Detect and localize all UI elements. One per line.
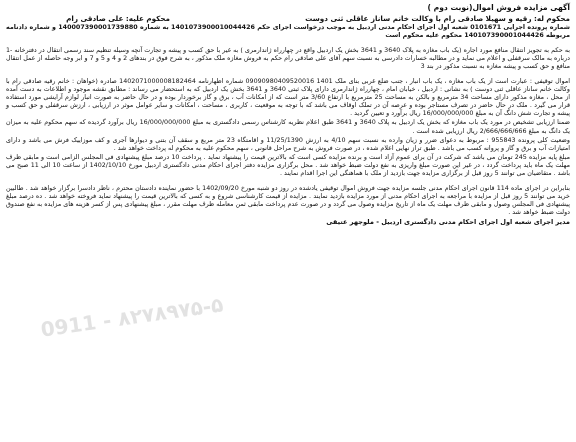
convicted-text: محکوم علیه: علی صادقی رام bbox=[66, 14, 170, 23]
footer-paragraph: بنابراین در اجرای ماده 114 قانون اجرای احکام مدنی جلسه مزایده جهت فروش اموال توقیفی یادشده در روز دو شنبه مورخ 1402/09/20 با حضور نماینده دادستان محترم ، ناظر دادسرا برگزار خواهد شد . طالبین خرید می توانند 5 روز قبل از مزایده با مراجعه به اجرای احکام مدنی از مورد مزایده بازدید نمایند . مزایده از قیمت کارشناسی شروع و به کسی که بالاترین قیمت را پیشنهاد نماید فروخته خواهد شد . ده درصد مبلغ پیشنهادی فی المجلس وصول و مابقی ظرف مهلت یک ماه از تاریخ مزایده وصول می گردد و در صورت عدم پرداخت مابقی ثمن معامله ظرف مهلت مقرر ، مبلغ پیشنهادی پس از کسر هزینه های مزایده به نفع صندوق دولت ضبط خواهد شد . bbox=[6, 184, 570, 216]
paragraph-1: به حکم به تجویز انتقال منافع مورد اجاره (یک باب مغازه به پلاک 3640 و 3641 بخش یک اردبیل واقع در چهارراه ژاندارمری ) به غیر با حق کسب و پیشه و تجارت آنچه وسیله تنظیم سند رسمی انتقال در دفترخانه -1 درباره به مالک سرقفلی و اعلام می نماید و در مطالبه خسارات دادرسی به نسبت سهم آقای علی صادقی رام حکم به فروش مغازه ملک مذکور ، به شرح فوق در بندهای 2 و 4 و 5 و 7 و ابر وجه حاصله از عمل انتقال منافع و حق کسب و پیشه مغازه به نسبت مذکور در بند 3 bbox=[6, 47, 570, 71]
watermark-phone: 0911 - ۸۲۷۸۹۷۵-۵ bbox=[39, 292, 225, 342]
applicant-text: محکوم له: رقیه و سهیلا صادقی رام با وکالت خانم ساناز عاقلی ثنی دوست bbox=[305, 14, 570, 23]
paragraph-4: وضعیت کلی پرونده 955843 : مربوط به دعوای ضرر و زیان وارده به نسبت سهم 4/10 به ارزش 11/25/1390 و اقامتگاه 23 متر مربع و سقف آن بتنی و دیوارها آجری و کف موزاییک فرش می باشد و دارای امتیازات آب و برق و گاز و پروانه کسب می باشد . طبق تراز نهایی اعلام شده ، در صورت فروش به شرح مراحل قانونی ، سهم محکوم علیه به محکوم له پرداخت خواهد شد . bbox=[6, 136, 570, 152]
signature-line: مدیر اجرای شعبه اول اجرای احکام مدنی دادگستری اردبیل - ملوجهر عتیقی bbox=[326, 217, 570, 226]
intro-paragraph: شماره پرونده اجرایی 0101671 شعبه اول اجرای احکام مدنی اردبیل به موجب درخواست اجرای حکم 1401073900010044426 به شماره 140007390001739880 و شماره دادنامه مربوطه 140107390001044426 محکوم علیه محکوم است bbox=[6, 24, 570, 40]
notice-title: آگهی مزایده فروش اموال(نوبت دوم ) bbox=[427, 3, 570, 12]
parties-row bbox=[6, 13, 570, 24]
paragraph-2: اموال توقیفی : عبارت است از یک باب مغازه ، یک باب انبار ، جنب ضلع غربی بنای ملک 1401 09090980409520016 شماره اظهارنامه 1402071000008182464 صادره (خواهان : خانم رقیه صادقی رام با وکالت خانم ساناز عاقلی ثنی دوست ) به نشانی : اردبیل ، خیابان امام ، چهارراه ژاندارمری دارای پلاک ثبتی 3640 و 3641 بخش یک اردبیل که به استحضار می رساند : مطابق نقشه موجود و اطلاعات به دست آمده از محل ، مغازه مذکور دارای مساحت 34 مترمربع و بالکن به مساحت 25 مترمربع با ارتفاع 3/60 متر است که از امکانات آب ، برق و گاز برخوردار بوده و در حال حاضر به صورت انبار لوازم آرایشی مورد استفاده قرار می گیرد . ملک در حال حاضر در تصرف مستاجر بوده و عرصه آن در تملک اوقاف می باشد که با توجه به موقعیت ، کاربری ، مساحت ، امکانات و سایر عوامل موثر در ارزیابی ، ارزش سرقفلی و حق کسب و پیشه و تجارت شش دانگ آن به مبلغ 16/000/000/000 ریال برآورد و تعیین گردید . bbox=[6, 78, 570, 118]
paragraph-3: ضمنا ارزیابی تشخیص در مورد یک باب مغازه که بخش یک اردبیل به پلاک 3640 و 3641 طبق اعلام نظریه کارشناس رسمی دادگستری به مبلغ 16/000/000/000 ریال برآورد گردیده که سهم محکوم علیه به میزان یک دانگ به مبلغ 2/666/666/666 ریال ارزیابی شده است . bbox=[6, 119, 571, 135]
paragraph-5: مبلغ پایه مزایده 245 تومان می باشد که شرکت در آن برای عموم آزاد است و برنده مزایده کسی است که بالاترین قیمت را پیشنهاد نماید . پرداخت 10 درصد مبلغ پیشنهادی فی المجلس الزامی است و مابقی ظرف مهلت یک ماه باید پرداخت گردد ، در غیر این صورت مبلغ واریزی به نفع دولت ضبط خواهد شد . محل برگزاری مزایده دفتر اجرای احکام مدنی دادگستری اردبیل مورخ 1402/10/10 از ساعت 10 الی 11 صبح می باشد . متقاضیان می توانند 5 روز قبل از برگزاری مزایده جهت بازدید از ملک با هماهنگی این اجرا اقدام نمایند . bbox=[6, 153, 570, 177]
